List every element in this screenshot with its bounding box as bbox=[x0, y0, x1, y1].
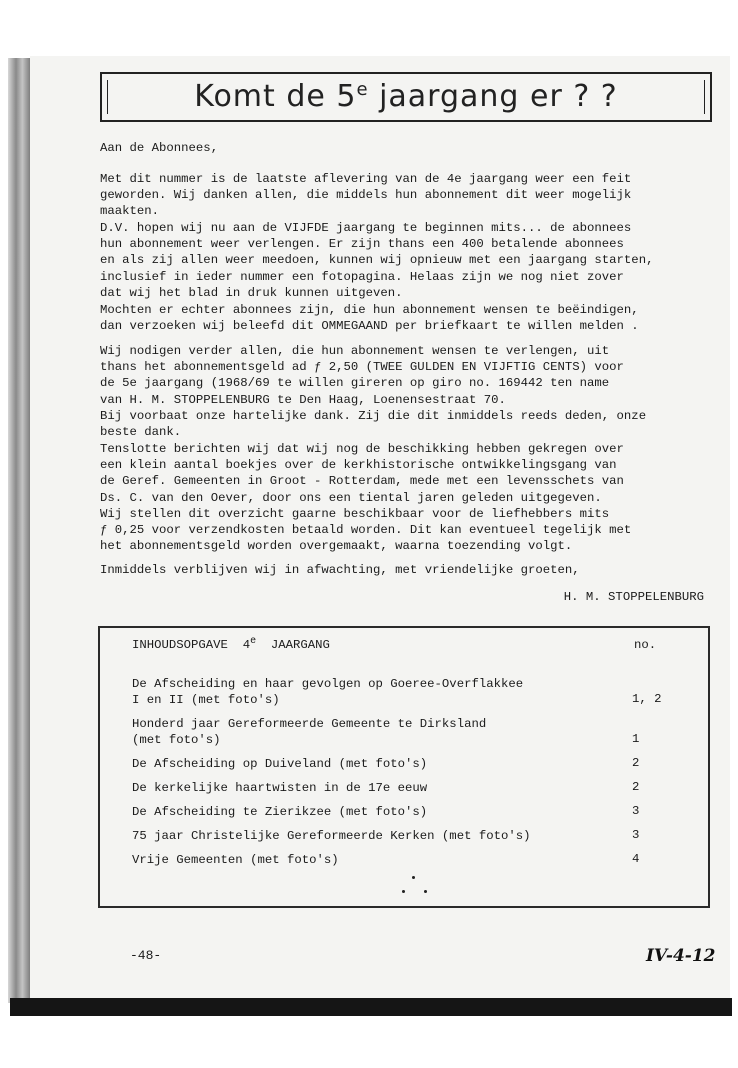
table-of-contents bbox=[98, 626, 710, 908]
ink-speck bbox=[412, 876, 415, 879]
toc-entry-number: 3 bbox=[632, 804, 640, 818]
ink-speck bbox=[402, 890, 405, 893]
toc-entry-number: 2 bbox=[632, 756, 640, 770]
toc-entry-title: De Afscheiding en haar gevolgen op Goeree-Overflakkee I en II (met foto's) bbox=[132, 677, 524, 708]
signature: H. M. STOPPELENBURG bbox=[563, 590, 704, 604]
toc-entry-number: 1 bbox=[632, 732, 640, 746]
toc-entry-title: Honderd jaar Gereformeerde Gemeente te Dirksland (met foto's) bbox=[132, 717, 487, 748]
paragraph-intro: Met dit nummer is de laatste aflevering van de 4e jaargang weer een feit geworden. Wij danken allen, die middels hun abonnement dit weer mogelijk maakten. bbox=[100, 172, 632, 219]
toc-entry-title: De Afscheiding te Zierikzee (met foto's) bbox=[132, 805, 428, 819]
toc-heading: INHOUDSOPGAVE 4e JAARGANG bbox=[132, 636, 330, 653]
handwritten-reference: IV-4-12 bbox=[646, 946, 716, 966]
toc-entry-number: 4 bbox=[632, 852, 640, 866]
toc-number-header: no. bbox=[634, 638, 657, 652]
toc-entry-number: 3 bbox=[632, 828, 640, 842]
toc-entry-title: De kerkelijke haartwisten in de 17e eeuw bbox=[132, 781, 428, 795]
paragraph-booklets: Tenslotte berichten wij dat wij nog de beschikking hebben gekregen over een klein aantal boekjes over de kerkhistorische ontwikkelingsgang van de Geref. Gemeenten in Groot - Rotterdam, mede met een levensschets van Ds. C. van den Oever, door ons een tiental jaren geleden uitgegeven. Wij stellen dit overzicht gaarne beschikbaar voor de liefhebbers mits ƒ 0,25 voor verzendkosten betaald worden. Dit kan eventueel tegelijk met het abonnementsgeld worden overgemaakt, waarna toezending volgt. bbox=[100, 442, 632, 554]
scan-bottom-edge bbox=[10, 998, 732, 1016]
paragraph-renewal: Wij nodigen verder allen, die hun abonnement wensen te verlengen, uit thans het abonnementsgeld ad ƒ 2,50 (TWEE GULDEN EN VIJFTIG CENTS) voor de 5e jaargang (1968/69 te willen gireren op giro no. 169442 ten name van H. M. STOPPELENBURG te Den Haag, Loenensestraat 70. Bij voorbaat onze hartelijke dank. Zij die dit inmiddels reeds deden, onze beste dank. bbox=[100, 344, 647, 440]
toc-entry-title: Vrije Gemeenten (met foto's) bbox=[132, 853, 339, 867]
toc-entry-title: De Afscheiding op Duiveland (met foto's) bbox=[132, 757, 428, 771]
page-title: Komt de 5e jaargang er ? ? bbox=[194, 79, 618, 114]
toc-entry-number: 1, 2 bbox=[632, 692, 662, 706]
ink-speck bbox=[424, 890, 427, 893]
salutation: Aan de Abonnees, bbox=[100, 141, 219, 155]
toc-entry-title: 75 jaar Christelijke Gereformeerde Kerken (met foto's) bbox=[132, 829, 531, 843]
paragraph-cancellation: Mochten er echter abonnees zijn, die hun abonnement wensen te beëindigen, dan verzoeken wij beleefd dit OMMEGAAND per briefkaart te willen melden . bbox=[100, 303, 639, 334]
title-box bbox=[100, 72, 712, 122]
paragraph-fifth-volume: D.V. hopen wij nu aan de VIJFDE jaargang te beginnen mits... de abonnees hun abonnement weer verlengen. Er zijn thans een 400 betalende abonnees en als zij allen weer meedoen, kunnen wij opnieuw met een jaargang starten, inclusief in ieder nummer een fotopagina. Helaas zijn we nog niet zover dat wij het blad in druk kunnen uitgeven. bbox=[100, 221, 654, 300]
page-number: -48- bbox=[130, 948, 162, 963]
toc-entry-number: 2 bbox=[632, 780, 640, 794]
paragraph-greetings: Inmiddels verblijven wij in afwachting, met vriendelijke groeten, bbox=[100, 563, 580, 577]
